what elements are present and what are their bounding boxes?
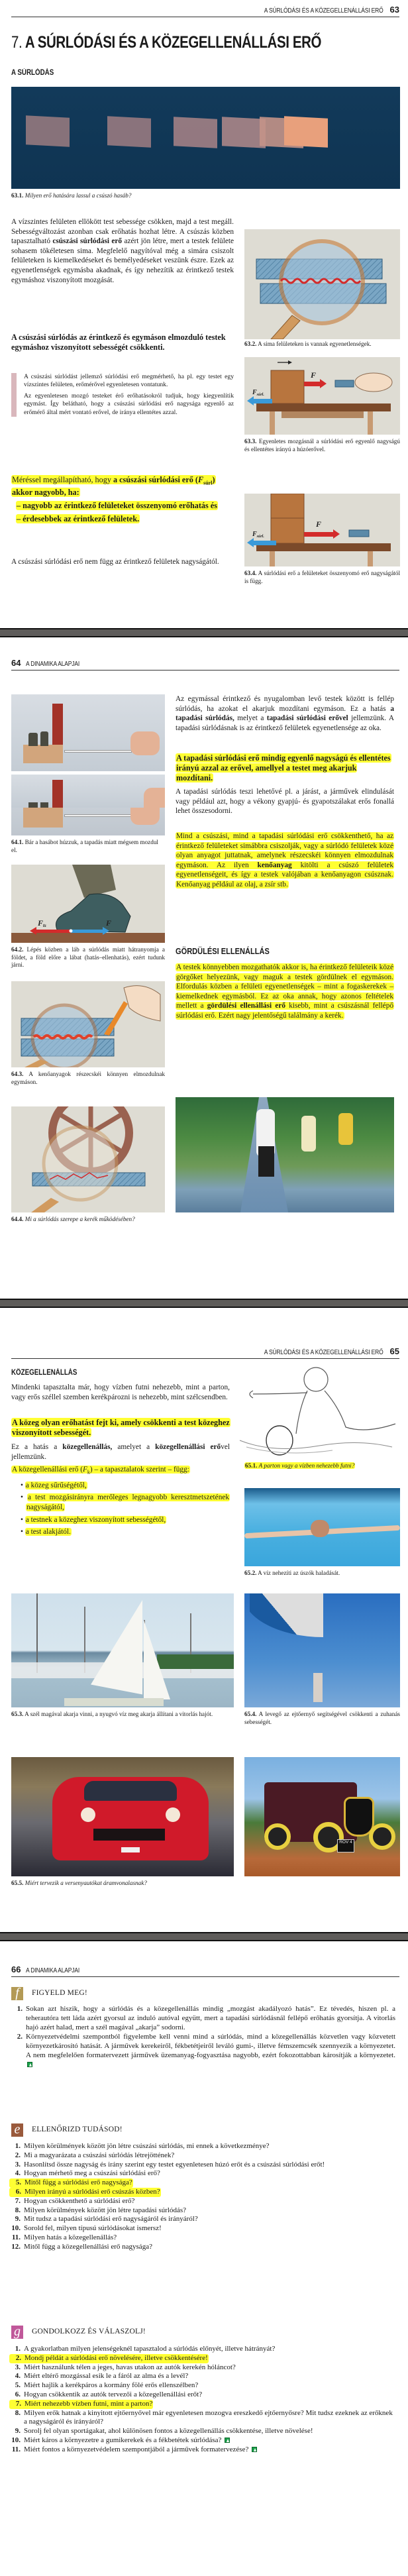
wheel-magnifier-illustration: [11, 1106, 165, 1212]
check-item: 11. Milyen hatás a közegellenállás?: [11, 2233, 117, 2241]
observe-title: FIGYELD MEG!: [32, 1989, 87, 1997]
page-number: 64: [11, 658, 21, 668]
license-plate: ROV 4: [337, 1839, 354, 1852]
paragraph-static-friction: Az egymással érintkező és nyugalomban levő testek között is fellép súrlódás, ha azokat el akarjuk mozdítani egymáson. Ez a hatás a tapadási súrlódás, melyet a tapadási súrlódási erővel jellemzünk. A tapadási súrlódásnak is az érintkező felületek egyenetlensége az oka.: [176, 695, 395, 732]
paragraph-area-independence: A csúszási súrlódási erő nem függ az érintkező felületek nagyságától.: [11, 558, 219, 566]
condition-list: [16, 501, 234, 524]
check-badge-icon: e: [11, 2123, 23, 2137]
think-item: 3. Miért használunk télen a jeges, havas utakon az autók kerekén hóláncot?: [15, 2363, 236, 2371]
rule-medium-resistance: A közeg olyan erőhatást fejt ki, amely csökkenti a test közeghez viszonyított sebességét.: [12, 1418, 230, 1437]
think-title: GONDOLKOZZ ÉS VÁLASZOLJ!: [32, 2328, 146, 2335]
observe-item: 2. Környezetvédelmi szempontból figyelembe kell venni mind a súrlódás, mind a közegellenállás közvetlen vagy közvetett környezetkárosító hatását. A járművek kerekeiről, fékbetétjeiről leváló gumi-, illetve fémszemcsék szennyezik a környezetet. A nem megfelelően formatervezett járművek üzemanyag-fogyasztása nagyobb, ezért fokozottabban károsítják a környezetet.: [11, 2033, 395, 2069]
measurement-note: A csúszási súrlódást jellemző súrlódási erő megmérhető, ha pl. egy testet egy vízszintes felületen, erőmérővel egyenletesen vontatunk. Az egyenletesen mozgó testeket érő erőhatásokról tudjuk, hogy kiegyenlítik egymást. Így belátható, hogy a csúszási súrlódási erő nagysága egyenlő az erőmérő által mért vontató erővel, de iránya ellentétes azzal.: [11, 373, 234, 417]
condition-item: – nagyobb az érintkező felületeket összenyomó erőhatás és: [17, 501, 217, 511]
think-list: [9, 2345, 397, 2455]
check-item: 5. Mitől függ a súrlódási erő nagysága?: [9, 2178, 397, 2188]
section-title: KÖZEGELLENÁLLÁS: [11, 1369, 77, 1377]
depends-item: • a test alakjától.: [21, 1528, 71, 1536]
think-item: 6. Hogyan csökkentik az autók tervezői a közegellenállási erőt?: [15, 2390, 203, 2398]
depends-list: A közegellenállási erő $(F_k)$ – a tapasztalatok szerint – függ: • a közeg sűrűségétől, • a test mozgásirányra merőleges legnagyobb keresztmetszetének nagyságától, • a testnek a közeghez viszonyított sebességétől, • a test alakjától.: [12, 1466, 230, 1536]
think-item: 8. Milyen erők hatnak a kinyitott ejtőernyővel már egyenletesen mozogva ereszkedő ejtőernyősre? Mit tudsz ezeknek az erőknek a nagyságáról és irányáról?: [15, 2408, 393, 2426]
observe-list: [11, 2005, 395, 2070]
rollerskaters-photo: [176, 1097, 394, 1212]
static-friction-photo-1: [11, 694, 165, 771]
page-header: [11, 1962, 399, 1977]
think-item: 9. Sorolj fel olyan sportágakat, ahol különösen fontos a közegellenállás csökkentése, illetve növelése!: [15, 2427, 313, 2436]
swimmer-photo: [244, 1488, 400, 1566]
figure-caption-64-3: 64.3. A kenőanyagok részecskéi könnyen elmozdulnak egymáson.: [11, 1071, 166, 1085]
think-badge-icon: g: [11, 2326, 23, 2339]
think-item: 5. Miért hajlik a kerékpáros a kormány fölé erős ellenszélben?: [15, 2381, 199, 2390]
figure-caption-64-4: 64.4. Mi a súrlódás szerepe a kerék működésében?: [11, 1216, 135, 1222]
figure-caption-64-1: 64.1. Bár a hasábot húzzuk, a tapadás miatt mégsem mozdul el.: [11, 839, 158, 853]
check-item: 3. Hasonlítsd össze nagyság és irány szerint egy testet egyenletesen húzó erőt és a csúszási súrlódási erőt!: [15, 2160, 325, 2169]
check-item: 2. Mi a magyarázata a csúszási súrlódás létrejöttének?: [15, 2151, 175, 2159]
sliding-block-photo: [11, 87, 400, 189]
eco-tree-icon: [225, 2438, 230, 2443]
parachute-photo: [244, 1593, 400, 1707]
paragraph-sliding-friction: A vízszintes felületen ellökött test sebessége csökken, majd a test megáll. Sebességváltozást azonban csak erőhatás hozhat létre. A csúszás közben tapasztalható csúszási súrlódási erő azért jön létre, mert a testek felülete sohasem tökéletesen sima. Megfelelő nagyítóval még a simára csiszolt felületeken is kiemelkedéseket és bemélyedéseket veszünk észre. Ezek az egyenetlenségek egymásba akadnak, és így nehezítik az érintkező testek egymáshoz viszonyított mozgását.: [11, 218, 234, 284]
paragraph-rolling-resistance: A testek könnyebben mozgathatók akkor is, ha érintkező felületeik közé görgőket helyezünk, vagy maguk a testek gördülnek el egymáson. Elfordulás közben a felületi egyenetlenségek – mint a fogaskerekek – kiemelkednek egymásból. Ez az oka annak, hogy azonos feltételek mellett a gördülési ellenállási erő kisebb, mint a csúszásnál fellépő súrlódási erő. Ezért nagy jelentőségű találmány a kerék.: [176, 963, 393, 1020]
static-friction-photo-2: [11, 775, 165, 808]
running-title: A SÚRLÓDÁSI ÉS A KÖZEGELLENÁLLÁSI ERŐ: [264, 7, 383, 15]
figure-caption-65-3: 65.3. A szél magával akarja vinni, a nyugvó víz meg akarja állítani a vitorlás hajót.: [11, 1711, 213, 1717]
paragraph-walking: A tapadási súrlódás teszi lehetővé pl. a járást, a járművek elindulását vagy például azt, hogy a vékony gyapjú- és gyapotszálakat erős fonallá lehet összesodorni.: [176, 788, 394, 816]
check-item: 12. Mitől függ a közegellenállási erő nagysága?: [11, 2242, 152, 2251]
paragraph-medium-force: Ez a hatás a közegellenállás, amelyet a közegellenállási erővel jellemzünk.: [11, 1443, 230, 1461]
svg-text:Fsúrl.: $F_{súrl.}$: [252, 389, 264, 397]
page-63: [0, 0, 408, 628]
depends-item: • a testnek a közeghez viszonyított sebességétől,: [21, 1515, 166, 1524]
measurement-result: Méréssel megállapítható, hogy a csúszási súrlódási erő $(F_{súrl})$ akkor nagyobb, ha: – nagyobb az érintkező felületeket összenyomó erőhatás és – érdesebbek az érintkező felületek.: [11, 475, 234, 524]
figure-caption-65-4: 65.4. A levegő az ejtőernyő segítségével csökkenti a zuhanás sebességét.: [244, 1711, 400, 1725]
page-header: [11, 656, 399, 671]
running-boy-sketch: [233, 1361, 400, 1460]
figure-caption-63-4: 63.4. A súrlódási erő a felületeket összenyomó erő nagyságától is függ.: [244, 570, 400, 584]
force-meter-table-illustration: [244, 357, 400, 435]
eco-tree-icon: [27, 2062, 32, 2067]
check-list: [9, 2142, 397, 2252]
observe-badge-icon: f: [11, 1987, 23, 2000]
svg-text:Fts: Fts: [38, 918, 46, 928]
think-item: 1. A gyakorlatban milyen jelenségeknél tapasztalod a súrlódás előnyét, illetve hátrányát?: [15, 2345, 276, 2353]
shoe-friction-illustration: [11, 865, 165, 943]
think-item: 11. Miért fontos a környezetvédelem szempontjából a járművek formatervezése?: [9, 2445, 397, 2455]
running-title: A DINAMIKA ALAPJAI: [26, 1967, 80, 1974]
chapter-title: 7. A SÚRLÓDÁSI ÉS A KÖZEGELLENÁLLÁSI ERŐ: [11, 33, 322, 52]
page-number: 66: [11, 1964, 21, 1974]
paragraph-lubricant: Mind a csúszási, mind a tapadási súrlódási erő csökkenthető, ha az érintkező felületeket simábbra csiszolják, vagy a súrlódó felületek közé olyan anyagot juttatnak, amelynek részecskéi könnyen elmozdulnak egymáson. Az ilyen kenőanyag kitölti a csúszó felületek egyenetlenségeit, és így a testek valójában a kenőanyagon csúsznak. Kenőanyag például az olaj, a zsír stb.: [176, 832, 393, 888]
figure-caption-65-5: 65.5. Miért tervezik a versenyautókat áramvonalasnak?: [11, 1880, 147, 1886]
page-65: [0, 1308, 408, 1932]
depends-item: • a közeg sűrűségétől,: [21, 1481, 87, 1489]
running-title: A SÚRLÓDÁSI ÉS A KÖZEGELLENÁLLÁSI ERŐ: [264, 1349, 383, 1356]
page-number: 63: [389, 5, 399, 15]
lubricant-magnifier-illustration: [11, 981, 165, 1067]
figure-caption-63-2: 63.2. A sima felületeken is vannak egyenetlenségek.: [244, 341, 372, 347]
rule-sliding-friction: A csúszási súrlódás az érintkező és egymáson elmozduló testek egymáshoz viszonyított sebességét csökkenti.: [11, 333, 226, 352]
observe-item: 1. Sokan azt hiszik, hogy a súrlódás és a közegellenállás mindig „mozgást akadályozó hatás”. Ez tévedés, hiszen pl. a teherautóra tett láda azért gyorsul az induló autóval együtt, mert a tapadási súrlódásnál fellépő erőhatás gyorsítja. A vitorlás hajó azért halad, mert a szél magával „akarja” sodorni.: [17, 2005, 395, 2031]
page-66: [0, 1941, 408, 2559]
svg-text:F: F: [316, 519, 322, 529]
sailboat-photo: [11, 1593, 234, 1707]
think-item: 7. Miért nehezebb vízben futni, mint a parton?: [9, 2400, 397, 2409]
figure-caption-64-2: 64.2. Lépés közben a láb a súrlódás miatt hátranyomja a földet, a föld előre a lábat (hatás–ellenhatás), ezért tudunk járni.: [11, 946, 165, 969]
figure-caption-65-2: 65.2. A víz nehezíti az úszók haladását.: [244, 1570, 340, 1576]
static-friction-photo-2b: [11, 808, 165, 835]
depends-item: • a test mozgásirányra merőleges legnagyobb keresztmetszetének nagyságától,: [21, 1493, 230, 1512]
svg-text:F: F: [106, 918, 112, 928]
figure-caption-65-1: 65.1. A parton vagy a vízben nehezebb futni?: [245, 1462, 355, 1469]
check-title: ELLENŐRIZD TUDÁSOD!: [32, 2125, 123, 2133]
vintage-car-photo: [244, 1757, 400, 1876]
page-header: [11, 1344, 399, 1359]
check-item: 1. Milyen körülmények között jön létre csúszási súrlódás, mi ennek a következménye?: [15, 2142, 270, 2150]
section-title: GÖRDÜLÉSI ELLENÁLLÁS: [176, 946, 270, 956]
condition-item: – érdesebbek az érintkező felületek.: [17, 514, 140, 524]
page-separator: [0, 1299, 408, 1308]
stacked-blocks-illustration: [244, 494, 400, 566]
think-item: 4. Miért eltérő mozgással esik le a fáról az alma és a levél?: [15, 2372, 189, 2381]
check-item: 9. Mit tudsz a tapadási súrlódási erő nagyságáról és irányáról?: [15, 2215, 198, 2224]
figure-caption-63-1: 63.1. Milyen erő hatására lassul a csúszó hasáb?: [11, 192, 132, 199]
check-item: 7. Hogyan csökkenthető a súrlódási erő?: [15, 2196, 135, 2205]
page-number: 65: [389, 1346, 399, 1356]
check-item: 10. Sorold fel, milyen típusú súrlódásokat ismersz!: [11, 2224, 162, 2233]
running-title: A DINAMIKA ALAPJAI: [26, 661, 80, 668]
page-header: [11, 3, 399, 17]
page-64: [0, 637, 408, 1299]
svg-text:Fsúrl.: $F_{súrl.}$: [252, 531, 264, 539]
check-item: 4. Hogyan mérhető meg a csúszási súrlódási erő?: [15, 2169, 160, 2178]
think-item: 2. Mondj példát a súrlódási erő növelésére, illetve csökkentésére!: [9, 2354, 397, 2363]
figure-caption-63-3: 63.3. Egyenletes mozgásnál a súrlódási erő egyenlő nagyságú és ellentétes irányú a húzóerővel.: [244, 438, 400, 453]
magnifier-surface-illustration: [244, 229, 400, 339]
race-car-photo: [11, 1757, 234, 1876]
rule-static-friction: A tapadási súrlódási erő mindig egyenlő nagyságú és ellentétes irányú azzal az erővel, amellyel a testet meg akarjuk mozdítani.: [176, 753, 391, 782]
section-title: A SÚRLÓDÁS: [11, 69, 54, 77]
eco-tree-icon: [252, 2447, 257, 2452]
paragraph-medium-intro: Mindenki tapasztalta már, hogy vízben futni nehezebb, mint a parton, vagy erős széllel szemben kerékpározni is nehezebb, mint szélcsendben.: [11, 1383, 230, 1401]
page-separator: [0, 1932, 408, 1941]
svg-text:F: F: [311, 370, 317, 380]
think-item: 10. Miért káros a környezetre a gumikerekek és a fékbetétek súrlódása?: [9, 2436, 397, 2445]
check-item: 8. Milyen körülmények között jön létre tapadási súrlódás?: [15, 2206, 186, 2214]
page-separator: [0, 628, 408, 637]
check-item: 6. Milyen irányú a súrlódási erő csúszás közben?: [9, 2188, 397, 2197]
